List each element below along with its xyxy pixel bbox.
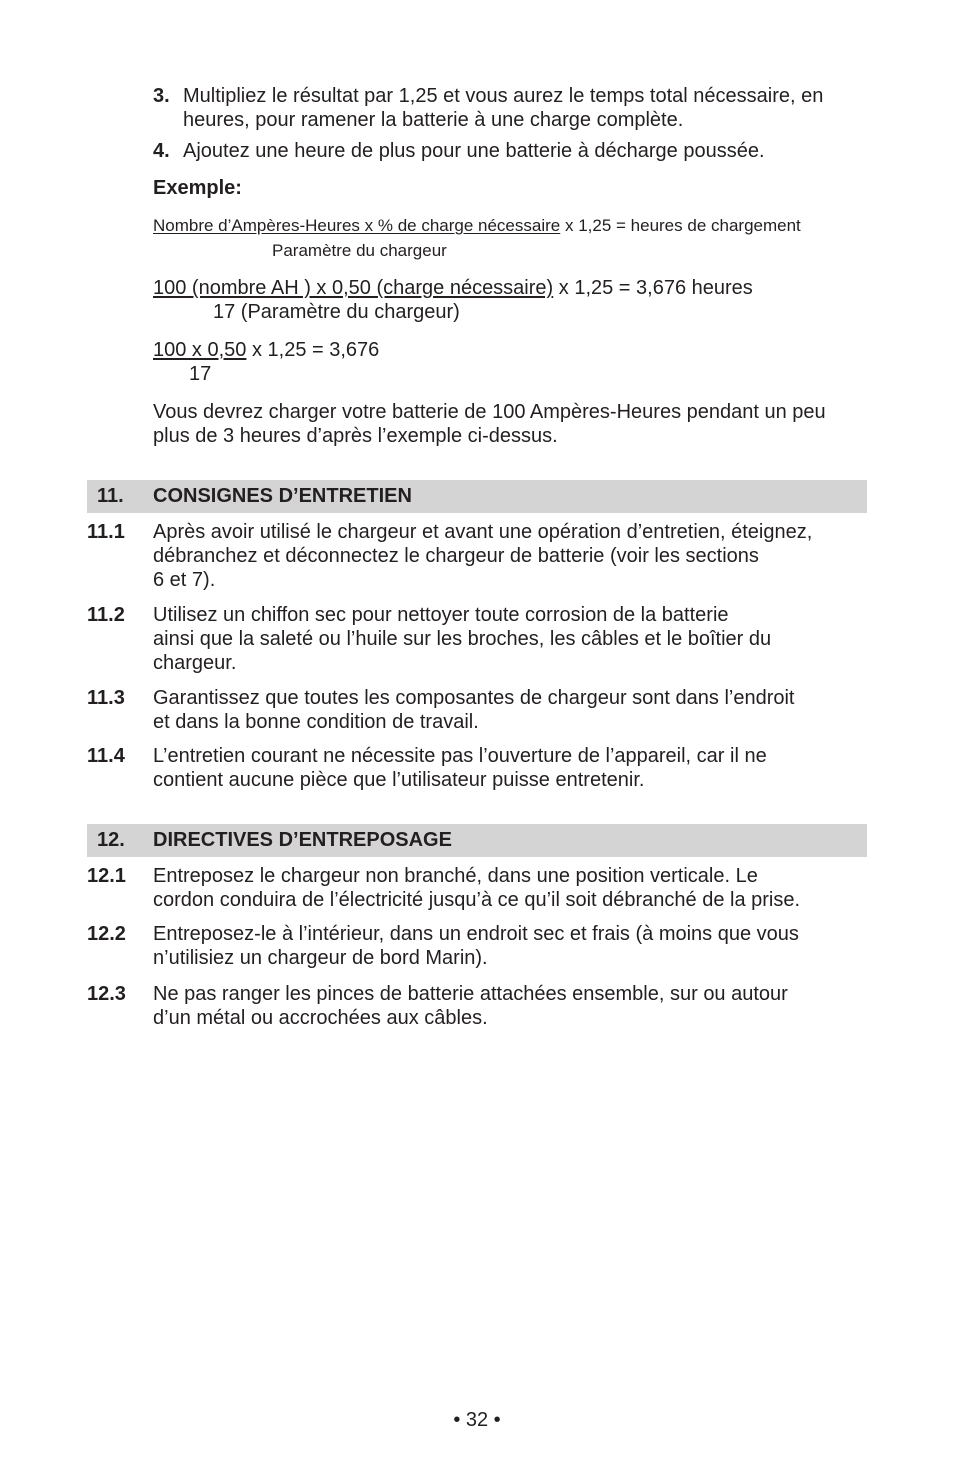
formula-numerator: Nombre d’Ampères-Heures x % de charge nécessaire (153, 216, 561, 235)
item-line: et dans la bonne condition de travail. (153, 711, 479, 733)
section-number: 12. (97, 829, 125, 851)
item-text (153, 520, 877, 592)
item-number: 11.1 (87, 521, 125, 543)
formula-example (153, 276, 753, 300)
item-line: 6 et 7). (153, 569, 216, 591)
formula-result: x 1,25 = heures de chargement (560, 216, 801, 235)
item-text (153, 603, 877, 675)
formula-denominator: 17 (Paramètre du chargeur) (213, 301, 460, 323)
step-number: 4. (153, 140, 170, 162)
item-text (153, 864, 877, 912)
formula-general (153, 214, 801, 238)
item-line: débranchez et déconnectez le chargeur de batterie (voir les sections (153, 545, 759, 567)
item-line: Entreposez le chargeur non branché, dans une position verticale. Le (153, 865, 758, 887)
page-number: • 32 • (453, 1409, 501, 1431)
list-item (87, 603, 877, 675)
formula-denominator: 17 (189, 363, 212, 385)
section-header-maintenance (87, 480, 867, 513)
list-item (87, 520, 877, 592)
item-number: 12.1 (87, 865, 126, 887)
item-line: contient aucune pièce que l’utilisateur puisse entretenir. (153, 769, 645, 791)
item-number: 11.4 (87, 745, 125, 767)
section-header-storage (87, 824, 867, 857)
item-text (153, 744, 877, 792)
item-line: Utilisez un chiffon sec pour nettoyer toute corrosion de la batterie (153, 604, 729, 626)
step-number: 3. (153, 85, 170, 107)
item-text (153, 686, 877, 734)
list-item (87, 982, 877, 1030)
formula-numerator: 100 (nombre AH ) x 0,50 (charge nécessaire) (153, 277, 554, 299)
list-item (87, 744, 877, 792)
item-line: Entreposez-le à l’intérieur, dans un endroit sec et frais (à moins que vous (153, 923, 799, 945)
section-title: DIRECTIVES D’ENTREPOSAGE (153, 829, 452, 851)
list-item (87, 864, 877, 912)
item-number: 12.3 (87, 983, 126, 1005)
item-line: n’utilisiez un chargeur de bord Marin). (153, 947, 488, 969)
item-line: chargeur. (153, 652, 237, 674)
item-number: 12.2 (87, 923, 126, 945)
list-item (87, 922, 877, 970)
item-line: Garantissez que toutes les composantes de chargeur sont dans l’endroit (153, 687, 795, 709)
item-line: cordon conduira de l’électricité jusqu’à ce qu’il soit débranché de la prise. (153, 889, 801, 911)
list-item (87, 686, 877, 734)
formula-numerator: 100 x 0,50 (153, 339, 247, 361)
item-line: Ne pas ranger les pinces de batterie attachées ensemble, sur ou autour (153, 983, 788, 1005)
item-line: d’un métal ou accrochées aux câbles. (153, 1007, 488, 1029)
formula-result: x 1,25 = 3,676 (246, 339, 380, 361)
example-label: Exemple: (153, 177, 242, 199)
formula-result: x 1,25 = 3,676 heures (553, 277, 753, 299)
item-number: 11.2 (87, 604, 125, 626)
item-text (153, 982, 877, 1030)
example-conclusion: Vous devrez charger votre batterie de 100 Ampères-Heures pendant un peu plus de 3 heures d’après l’exemple ci-dessus. (153, 401, 826, 447)
item-line: ainsi que la saleté ou l’huile sur les broches, les câbles et le boîtier du (153, 628, 772, 650)
section-number: 11. (97, 485, 124, 507)
formula-calculation (153, 338, 379, 362)
step-3 (153, 84, 873, 132)
item-line: L’entretien courant ne nécessite pas l’ouverture de l’appareil, car il ne (153, 745, 767, 767)
step-text: Multipliez le résultat par 1,25 et vous aurez le temps total nécessaire, en heures, pour ramener la batterie à une charge complète. (183, 85, 824, 131)
step-text: Ajoutez une heure de plus pour une batterie à décharge poussée. (183, 140, 765, 162)
item-line: Après avoir utilisé le chargeur et avant une opération d’entretien, éteignez, (153, 521, 813, 543)
item-text (153, 922, 877, 970)
item-number: 11.3 (87, 687, 125, 709)
formula-denominator: Paramètre du chargeur (272, 241, 447, 260)
section-title: CONSIGNES D’ENTRETIEN (153, 485, 412, 507)
step-4 (153, 139, 873, 163)
